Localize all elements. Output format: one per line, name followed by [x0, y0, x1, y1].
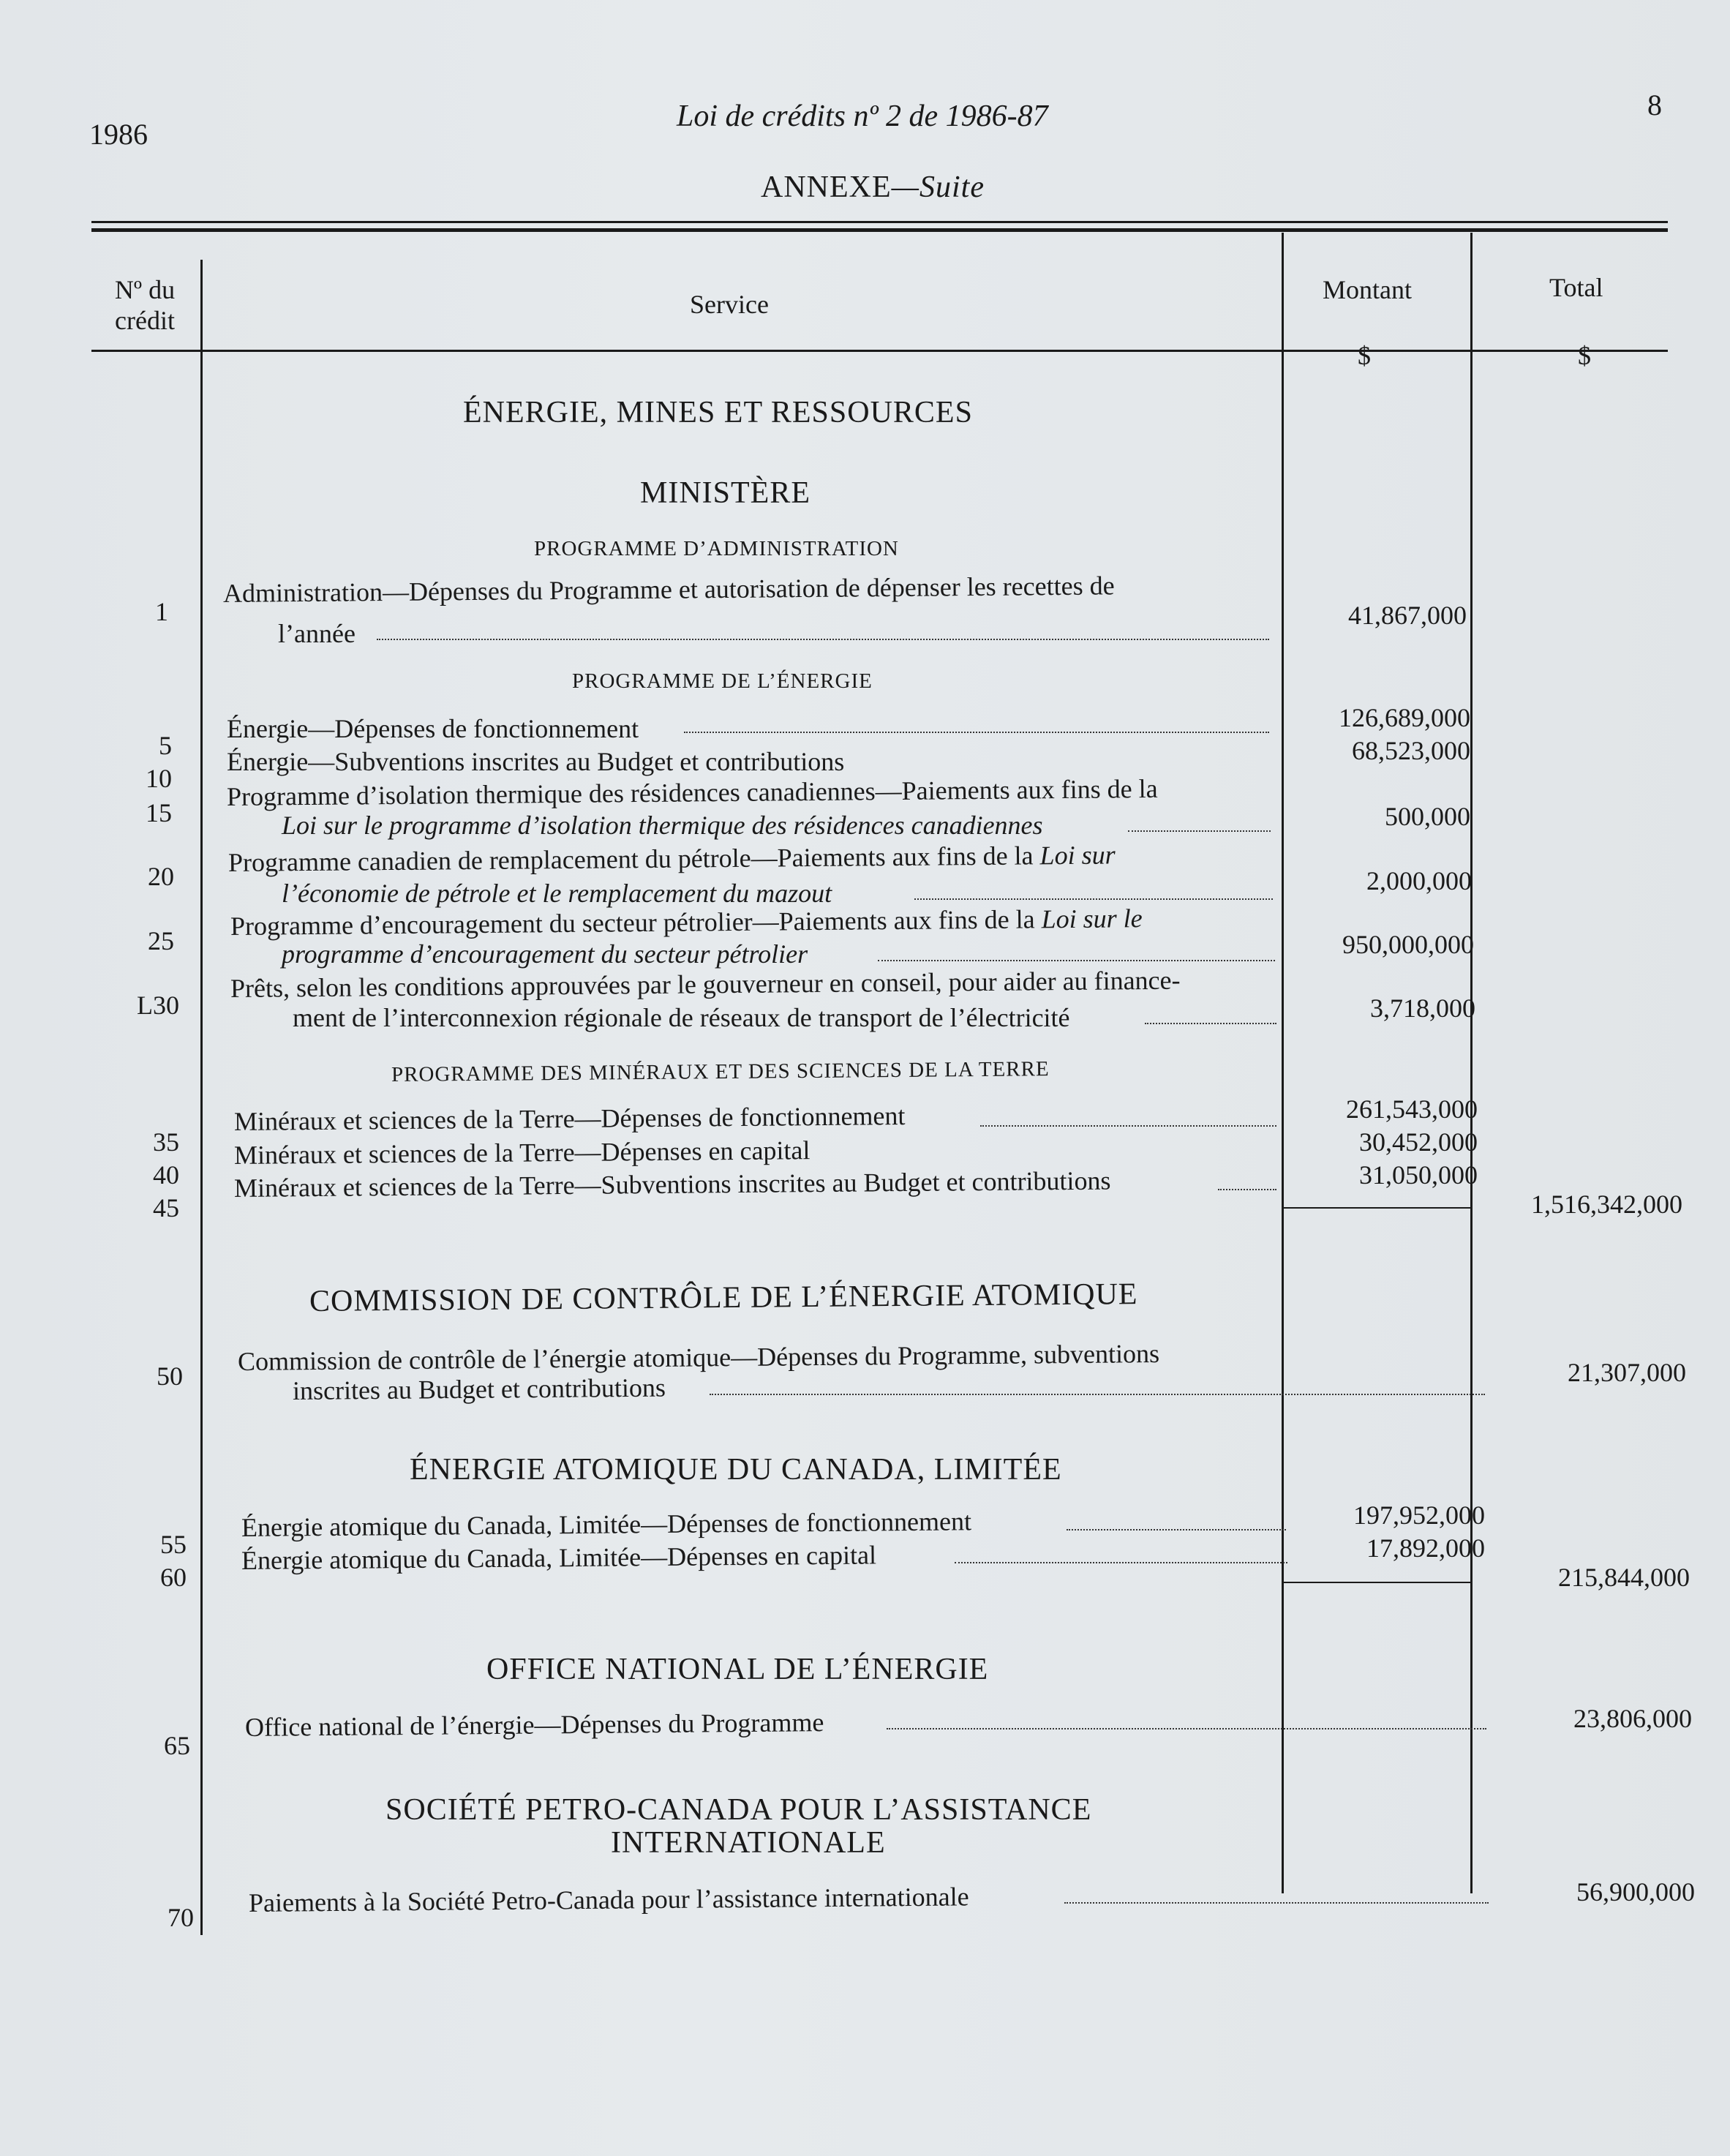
- page-title: Loi de crédits nº 2 de 1986-87: [677, 99, 1048, 133]
- item-amount: 500,000: [1385, 802, 1470, 831]
- leader-dots: [1128, 830, 1271, 832]
- vote-number: 25: [148, 926, 174, 955]
- act-title: Loi sur le programme d’isolation thermique des résidences canadiennes: [282, 811, 1043, 840]
- item-amount: 2,000,000: [1366, 866, 1472, 895]
- item-total: 1,516,342,000: [1531, 1190, 1682, 1219]
- item-description: Énergie—Subventions inscrites au Budget et contributions: [227, 747, 845, 776]
- item-text: Programme canadien de remplacement du pétrole—Paiements aux fins de la: [227, 841, 1040, 877]
- item-amount: 950,000,000: [1342, 930, 1474, 959]
- vote-number: 10: [146, 764, 172, 793]
- act-title: programme d’encouragement du secteur pétrolier: [282, 939, 808, 969]
- leader-dots: [914, 898, 1273, 900]
- page-number: 8: [1647, 89, 1662, 121]
- leader-dots: [1218, 1189, 1276, 1190]
- leader-dots: [710, 1394, 1485, 1395]
- item-amount: 126,689,000: [1339, 703, 1470, 732]
- subtotal-rule: [1284, 1207, 1470, 1209]
- item-description-cont: [282, 878, 832, 909]
- leader-dots: [377, 639, 1269, 640]
- dept-heading-ccea: COMMISSION DE CONTRÔLE DE L’ÉNERGIE ATOMIQUE: [309, 1277, 1138, 1318]
- program-heading-energie: PROGRAMME DE L’ÉNERGIE: [572, 669, 873, 693]
- currency-total: $: [1578, 341, 1591, 370]
- act-title: Loi sur le: [1041, 904, 1143, 934]
- annex-label: ANNEXE: [761, 170, 892, 204]
- item-amount: 30,452,000: [1359, 1127, 1478, 1157]
- top-double-rule-2: [91, 228, 1668, 232]
- item-description: [228, 839, 1116, 878]
- item-amount: 3,718,000: [1370, 994, 1475, 1023]
- dept-heading-petro-2: INTERNATIONALE: [611, 1826, 886, 1860]
- dept-heading-emr: ÉNERGIE, MINES ET RESSOURCES: [463, 396, 973, 429]
- item-description: Paiements à la Société Petro-Canada pour l’assistance internationale: [248, 1882, 969, 1918]
- item-description: Programme d’isolation thermique des résidences canadiennes—Paiements aux fins de la: [226, 773, 1158, 811]
- currency-amount: $: [1358, 341, 1371, 370]
- leader-dots: [980, 1125, 1276, 1127]
- item-description: Énergie atomique du Canada, Limitée—Dépenses en capital: [241, 1540, 877, 1575]
- vote-number: L30: [137, 991, 179, 1020]
- program-heading-admin: PROGRAMME D’ADMINISTRATION: [534, 537, 899, 560]
- item-description: Énergie—Dépenses de fonctionnement: [227, 714, 639, 743]
- header-bottom-rule: [91, 350, 1668, 352]
- col-rule-amount: [1282, 233, 1284, 1893]
- col-header-service: Service: [690, 290, 769, 319]
- vote-number: 60: [160, 1563, 187, 1592]
- ministry-heading: MINISTÈRE: [640, 476, 811, 510]
- item-description: [230, 903, 1143, 942]
- item-total: 23,806,000: [1573, 1704, 1692, 1733]
- leader-dots: [1067, 1529, 1286, 1530]
- dept-heading-eacl: ÉNERGIE ATOMIQUE DU CANADA, LIMITÉE: [410, 1453, 1062, 1487]
- item-description-cont: ment de l’interconnexion régionale de réseaux de transport de l’électricité: [293, 1003, 1070, 1032]
- col-header-total: Total: [1549, 273, 1603, 302]
- program-heading-mineraux: PROGRAMME DES MINÉRAUX ET DES SCIENCES DE LA TERRE: [391, 1057, 1050, 1086]
- top-double-rule-1: [91, 221, 1668, 223]
- vote-number: 65: [164, 1731, 190, 1760]
- col-header-amount: Montant: [1323, 275, 1412, 304]
- item-description: Prêts, selon les conditions approuvées par le gouverneur en conseil, pour aider au finance-: [230, 965, 1181, 1003]
- item-amount: 197,952,000: [1353, 1500, 1485, 1530]
- item-description: Commission de contrôle de l’énergie atomique—Dépenses du Programme, subventions: [237, 1339, 1160, 1376]
- item-description: Minéraux et sciences de la Terre—Dépenses en capital: [233, 1135, 811, 1170]
- leader-dots: [878, 960, 1275, 961]
- item-total: 56,900,000: [1576, 1877, 1695, 1907]
- item-description-cont: inscrites au Budget et contributions: [292, 1372, 666, 1405]
- leader-dots: [887, 1728, 1486, 1729]
- item-description: Administration—Dépenses du Programme et autorisation de dépenser les recettes de: [222, 571, 1115, 608]
- item-amount: 41,867,000: [1348, 601, 1467, 630]
- act-title: l’économie de pétrole et le remplacement du mazout: [282, 879, 832, 908]
- item-text: Programme d’encouragement du secteur pétrolier—Paiements aux fins de la: [230, 904, 1042, 941]
- col-rule-vote: [200, 260, 203, 1935]
- item-description: Minéraux et sciences de la Terre—Subventions inscrites au Budget et contributions: [233, 1165, 1111, 1203]
- col-rule-total: [1470, 233, 1473, 1893]
- subtotal-rule: [1284, 1582, 1470, 1583]
- vote-number: 35: [153, 1127, 179, 1157]
- item-description: Office national de l’énergie—Dépenses du Programme: [244, 1708, 824, 1742]
- vote-number: 50: [157, 1361, 183, 1391]
- item-description: Énergie atomique du Canada, Limitée—Dépenses de fonctionnement: [241, 1506, 972, 1542]
- item-description-cont: [282, 810, 1043, 841]
- annex-suffix: —Suite: [891, 170, 985, 204]
- vote-number: 20: [148, 862, 174, 891]
- item-amount: 31,050,000: [1359, 1160, 1478, 1190]
- act-title: Loi sur: [1039, 840, 1116, 871]
- leader-dots: [1145, 1023, 1276, 1024]
- vote-number: 55: [160, 1530, 187, 1559]
- year-label: 1986: [89, 118, 148, 151]
- item-description: Minéraux et sciences de la Terre—Dépenses de fonctionnement: [233, 1100, 906, 1136]
- item-description-cont: [282, 939, 808, 969]
- vote-number: 15: [146, 798, 172, 827]
- col-header-vote: Nº du crédit: [114, 275, 176, 335]
- vote-number: 70: [168, 1903, 194, 1932]
- item-total: 215,844,000: [1558, 1563, 1690, 1592]
- item-amount: 261,543,000: [1346, 1094, 1478, 1124]
- item-description-cont: l’année: [278, 619, 356, 648]
- vote-number: 5: [159, 731, 172, 760]
- leader-dots: [1064, 1902, 1489, 1904]
- vote-number: 1: [155, 597, 168, 626]
- item-total: 21,307,000: [1568, 1358, 1686, 1387]
- dept-heading-petro-1: SOCIÉTÉ PETRO-CANADA POUR L’ASSISTANCE: [386, 1793, 1092, 1827]
- item-amount: 68,523,000: [1352, 736, 1470, 765]
- vote-number: 40: [153, 1160, 179, 1190]
- item-amount: 17,892,000: [1366, 1533, 1485, 1563]
- vote-number: 45: [153, 1193, 179, 1222]
- leader-dots: [684, 732, 1269, 733]
- leader-dots: [955, 1562, 1287, 1563]
- annex-heading: [761, 170, 985, 205]
- dept-heading-one: OFFICE NATIONAL DE L’ÉNERGIE: [486, 1653, 989, 1686]
